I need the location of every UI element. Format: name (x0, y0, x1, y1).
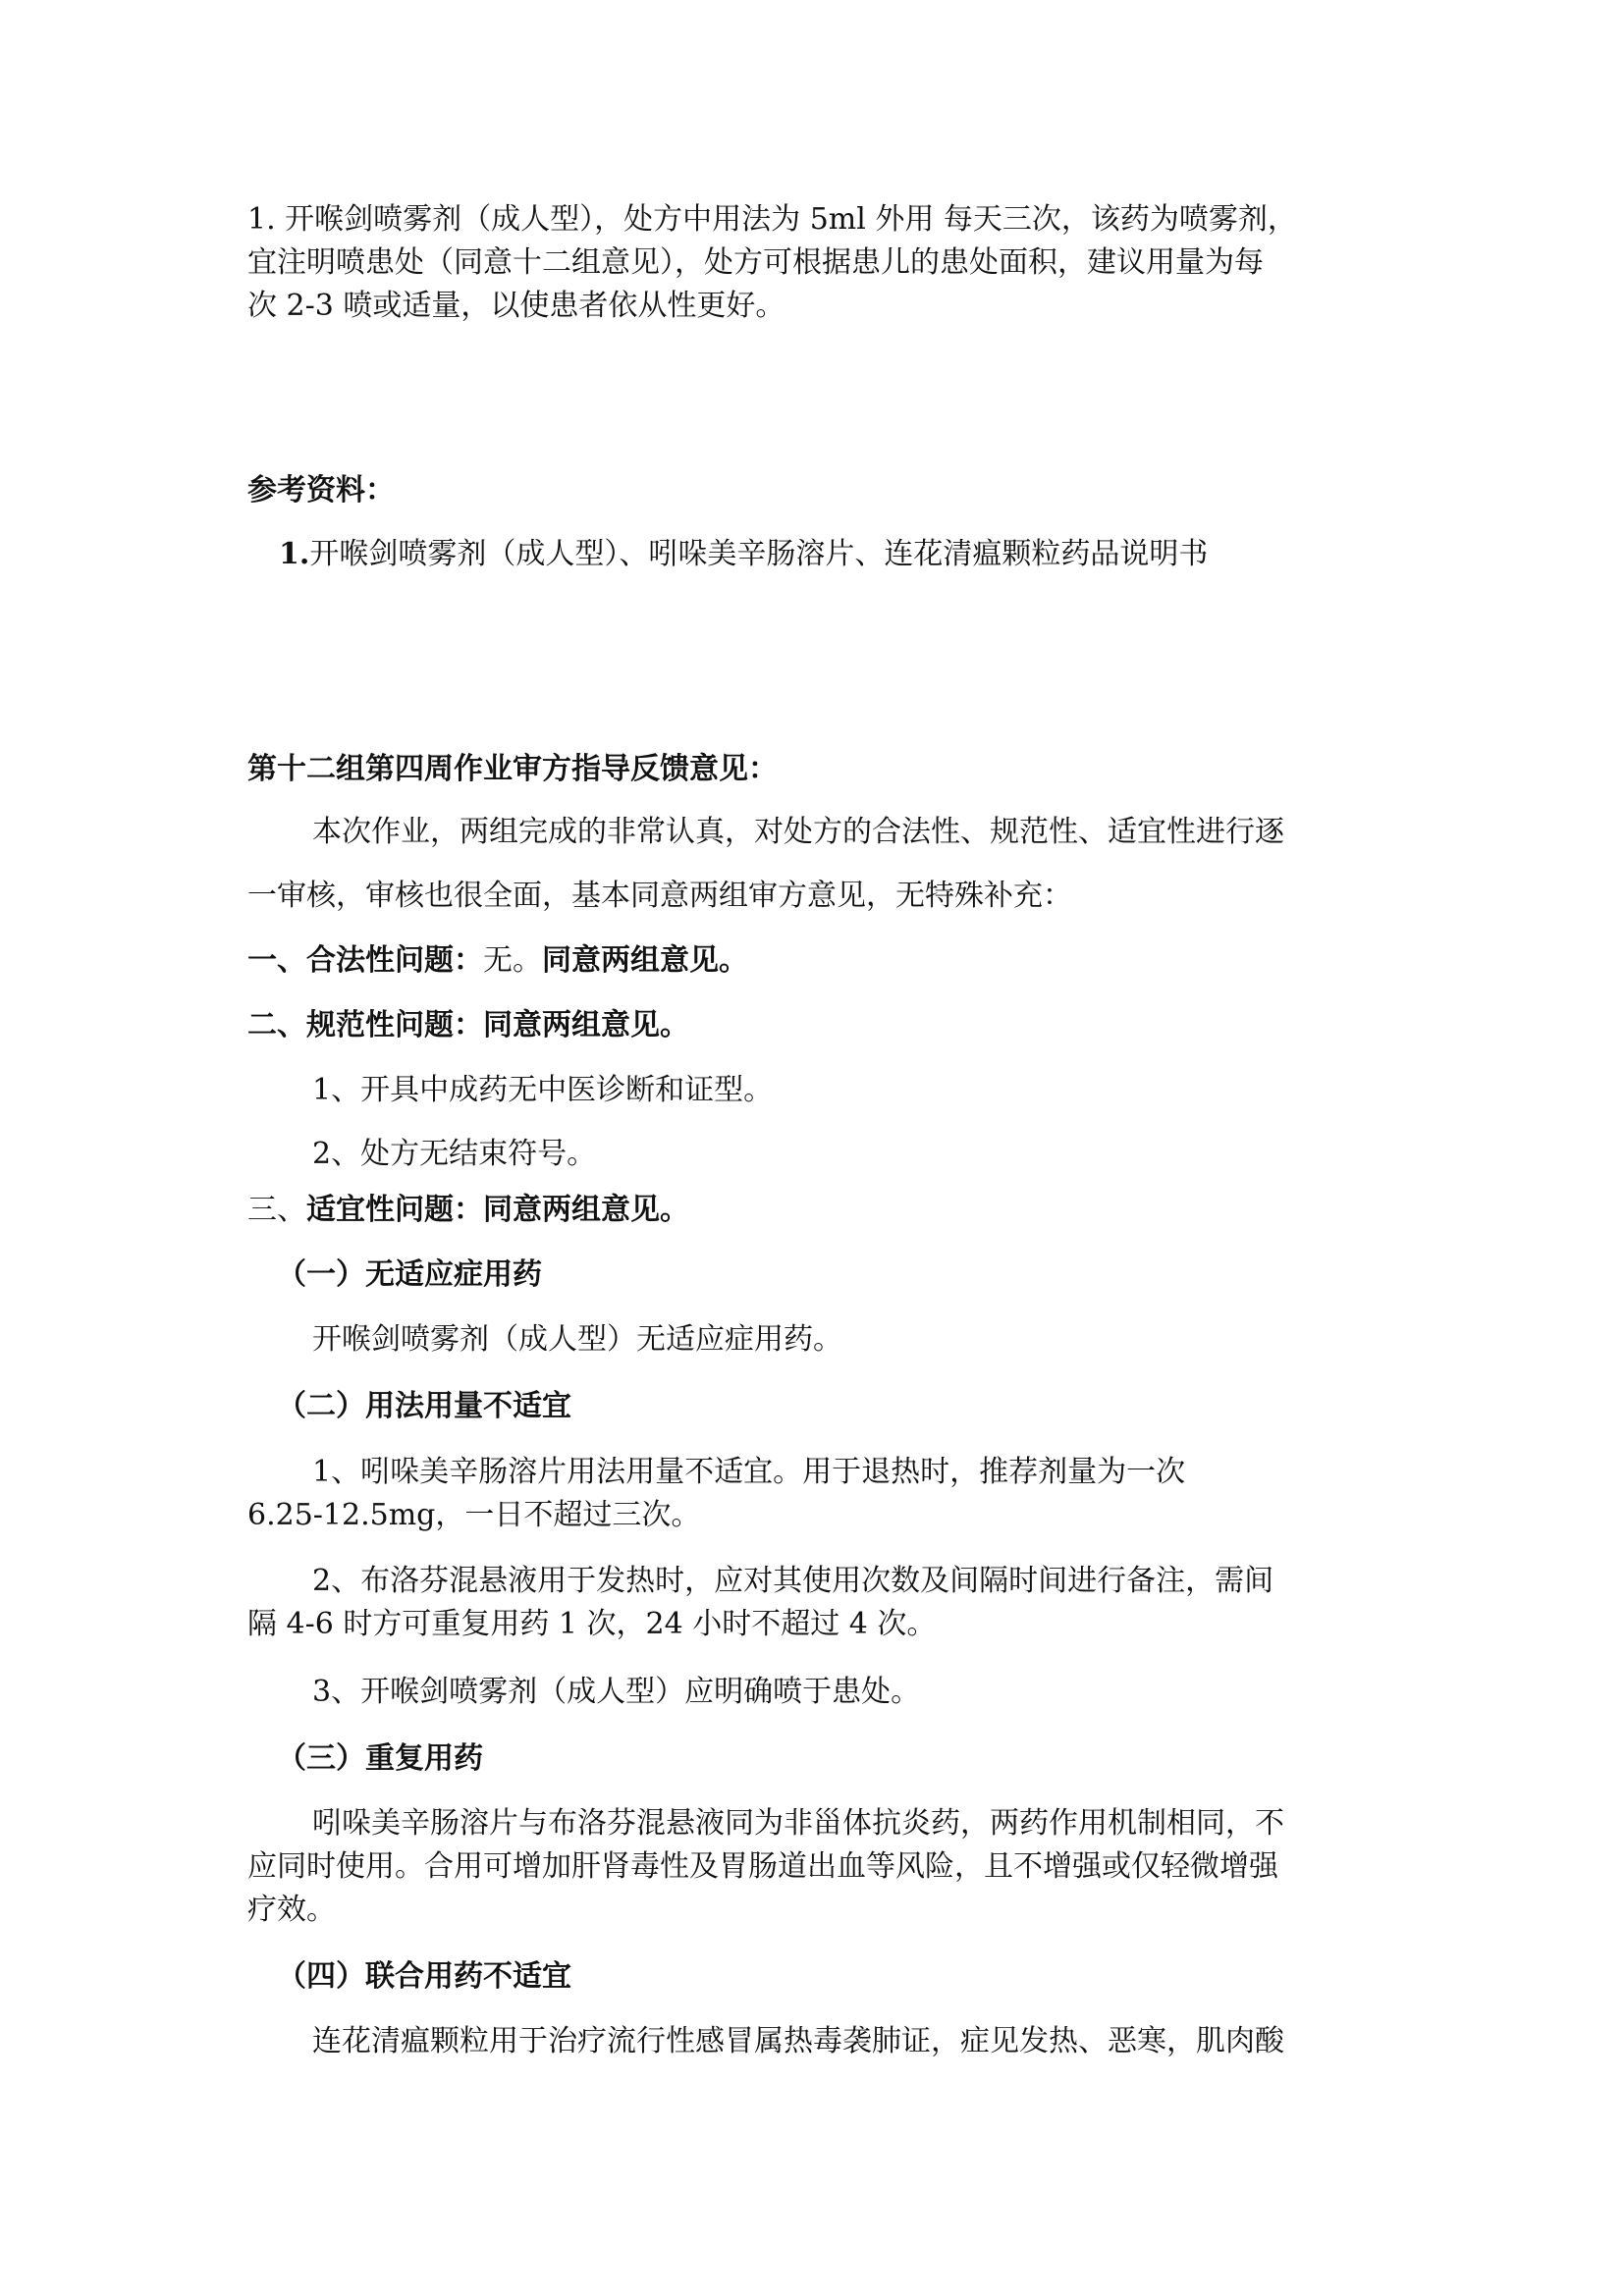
appropriateness-label: 适宜性问题： (306, 1193, 483, 1227)
legality-note: 同意两组意见。 (542, 943, 748, 978)
sub3-line2: 应同时使用。合用可增加肝肾毒性及胃肠道出血等风险，且不增强或仅轻微增强 (247, 1849, 1278, 1884)
sub3-heading: （三）重复用药 (277, 1741, 483, 1776)
standard-label: 二、规范性问题： (247, 1008, 483, 1042)
sub3-line3: 疗效。 (247, 1893, 336, 1927)
standard-item-2: 2、处方无结束符号。 (312, 1137, 597, 1171)
appropriateness-prefix: 三、 (247, 1193, 306, 1227)
sub4-heading: （四）联合用药不适宜 (277, 1959, 571, 1994)
reference-item-text: 开喉剑喷雾剂（成人型）、吲哚美辛肠溶片、连花清瘟颗粒药品说明书 (309, 537, 1209, 571)
sub2-item3: 3、开喉剑喷雾剂（成人型）应明确喷于患处。 (312, 1675, 921, 1709)
intro-line1: 本次作业，两组完成的非常认真，对处方的合法性、规范性、适宜性进行逐 (312, 815, 1284, 849)
standard-note: 同意两组意见。 (483, 1008, 689, 1042)
reference-item-1 (279, 536, 1428, 573)
feedback-heading: 第十二组第四周作业审方指导反馈意见： (247, 752, 778, 786)
reference-item-number: 1. (279, 537, 310, 571)
sub1-text: 开喉剑喷雾剂（成人型）无适应症用药。 (312, 1322, 842, 1357)
sub2-item1-line1: 1、吲哚美辛肠溶片用法用量不适宜。用于退热时，推荐剂量为一次 (312, 1455, 1186, 1489)
standard-row (247, 1007, 1396, 1044)
para1-line1: 1. 开喉剑喷雾剂（成人型），处方中用法为 5ml 外用 每天三次，该药为喷雾剂， (247, 202, 1297, 237)
para1-line2: 宜注明喷患处（同意十二组意见），处方可根据患儿的患处面积，建议用量为每 (247, 245, 1264, 280)
appropriateness-note: 同意两组意见。 (483, 1193, 689, 1227)
para1-line3: 次 2-3 喷或适量，以使患者依从性更好。 (247, 289, 785, 323)
appropriateness-row (247, 1192, 1396, 1229)
standard-item-1: 1、开具中成药无中医诊断和证型。 (312, 1073, 774, 1107)
legality-label: 一、合法性问题： (247, 943, 483, 978)
sub3-line1: 吲哚美辛肠溶片与布洛芬混悬液同为非甾体抗炎药，两药作用机制相同，不 (312, 1806, 1284, 1841)
references-heading: 参考资料： (247, 473, 395, 507)
sub4-line1: 连花清瘟颗粒用于治疗流行性感冒属热毒袭肺证，症见发热、恶寒，肌肉酸 (312, 2024, 1284, 2058)
sub2-item2-line2: 隔 4-6 时方可重复用药 1 次，24 小时不超过 4 次。 (247, 1607, 937, 1641)
sub1-heading: （一）无适应症用药 (277, 1257, 542, 1292)
legality-row (247, 942, 1396, 980)
sub2-item2-line1: 2、布洛芬混悬液用于发热时，应对其使用次数及间隔时间进行备注，需间 (312, 1564, 1274, 1598)
intro-line2: 一审核，审核也很全面，基本同意两组审方意见，无特殊补充： (247, 879, 1072, 913)
legality-value: 无。 (483, 943, 542, 978)
sub2-heading: （二）用法用量不适宜 (277, 1389, 571, 1423)
sub2-item1-line2: 6.25-12.5mg，一日不超过三次。 (247, 1498, 701, 1532)
